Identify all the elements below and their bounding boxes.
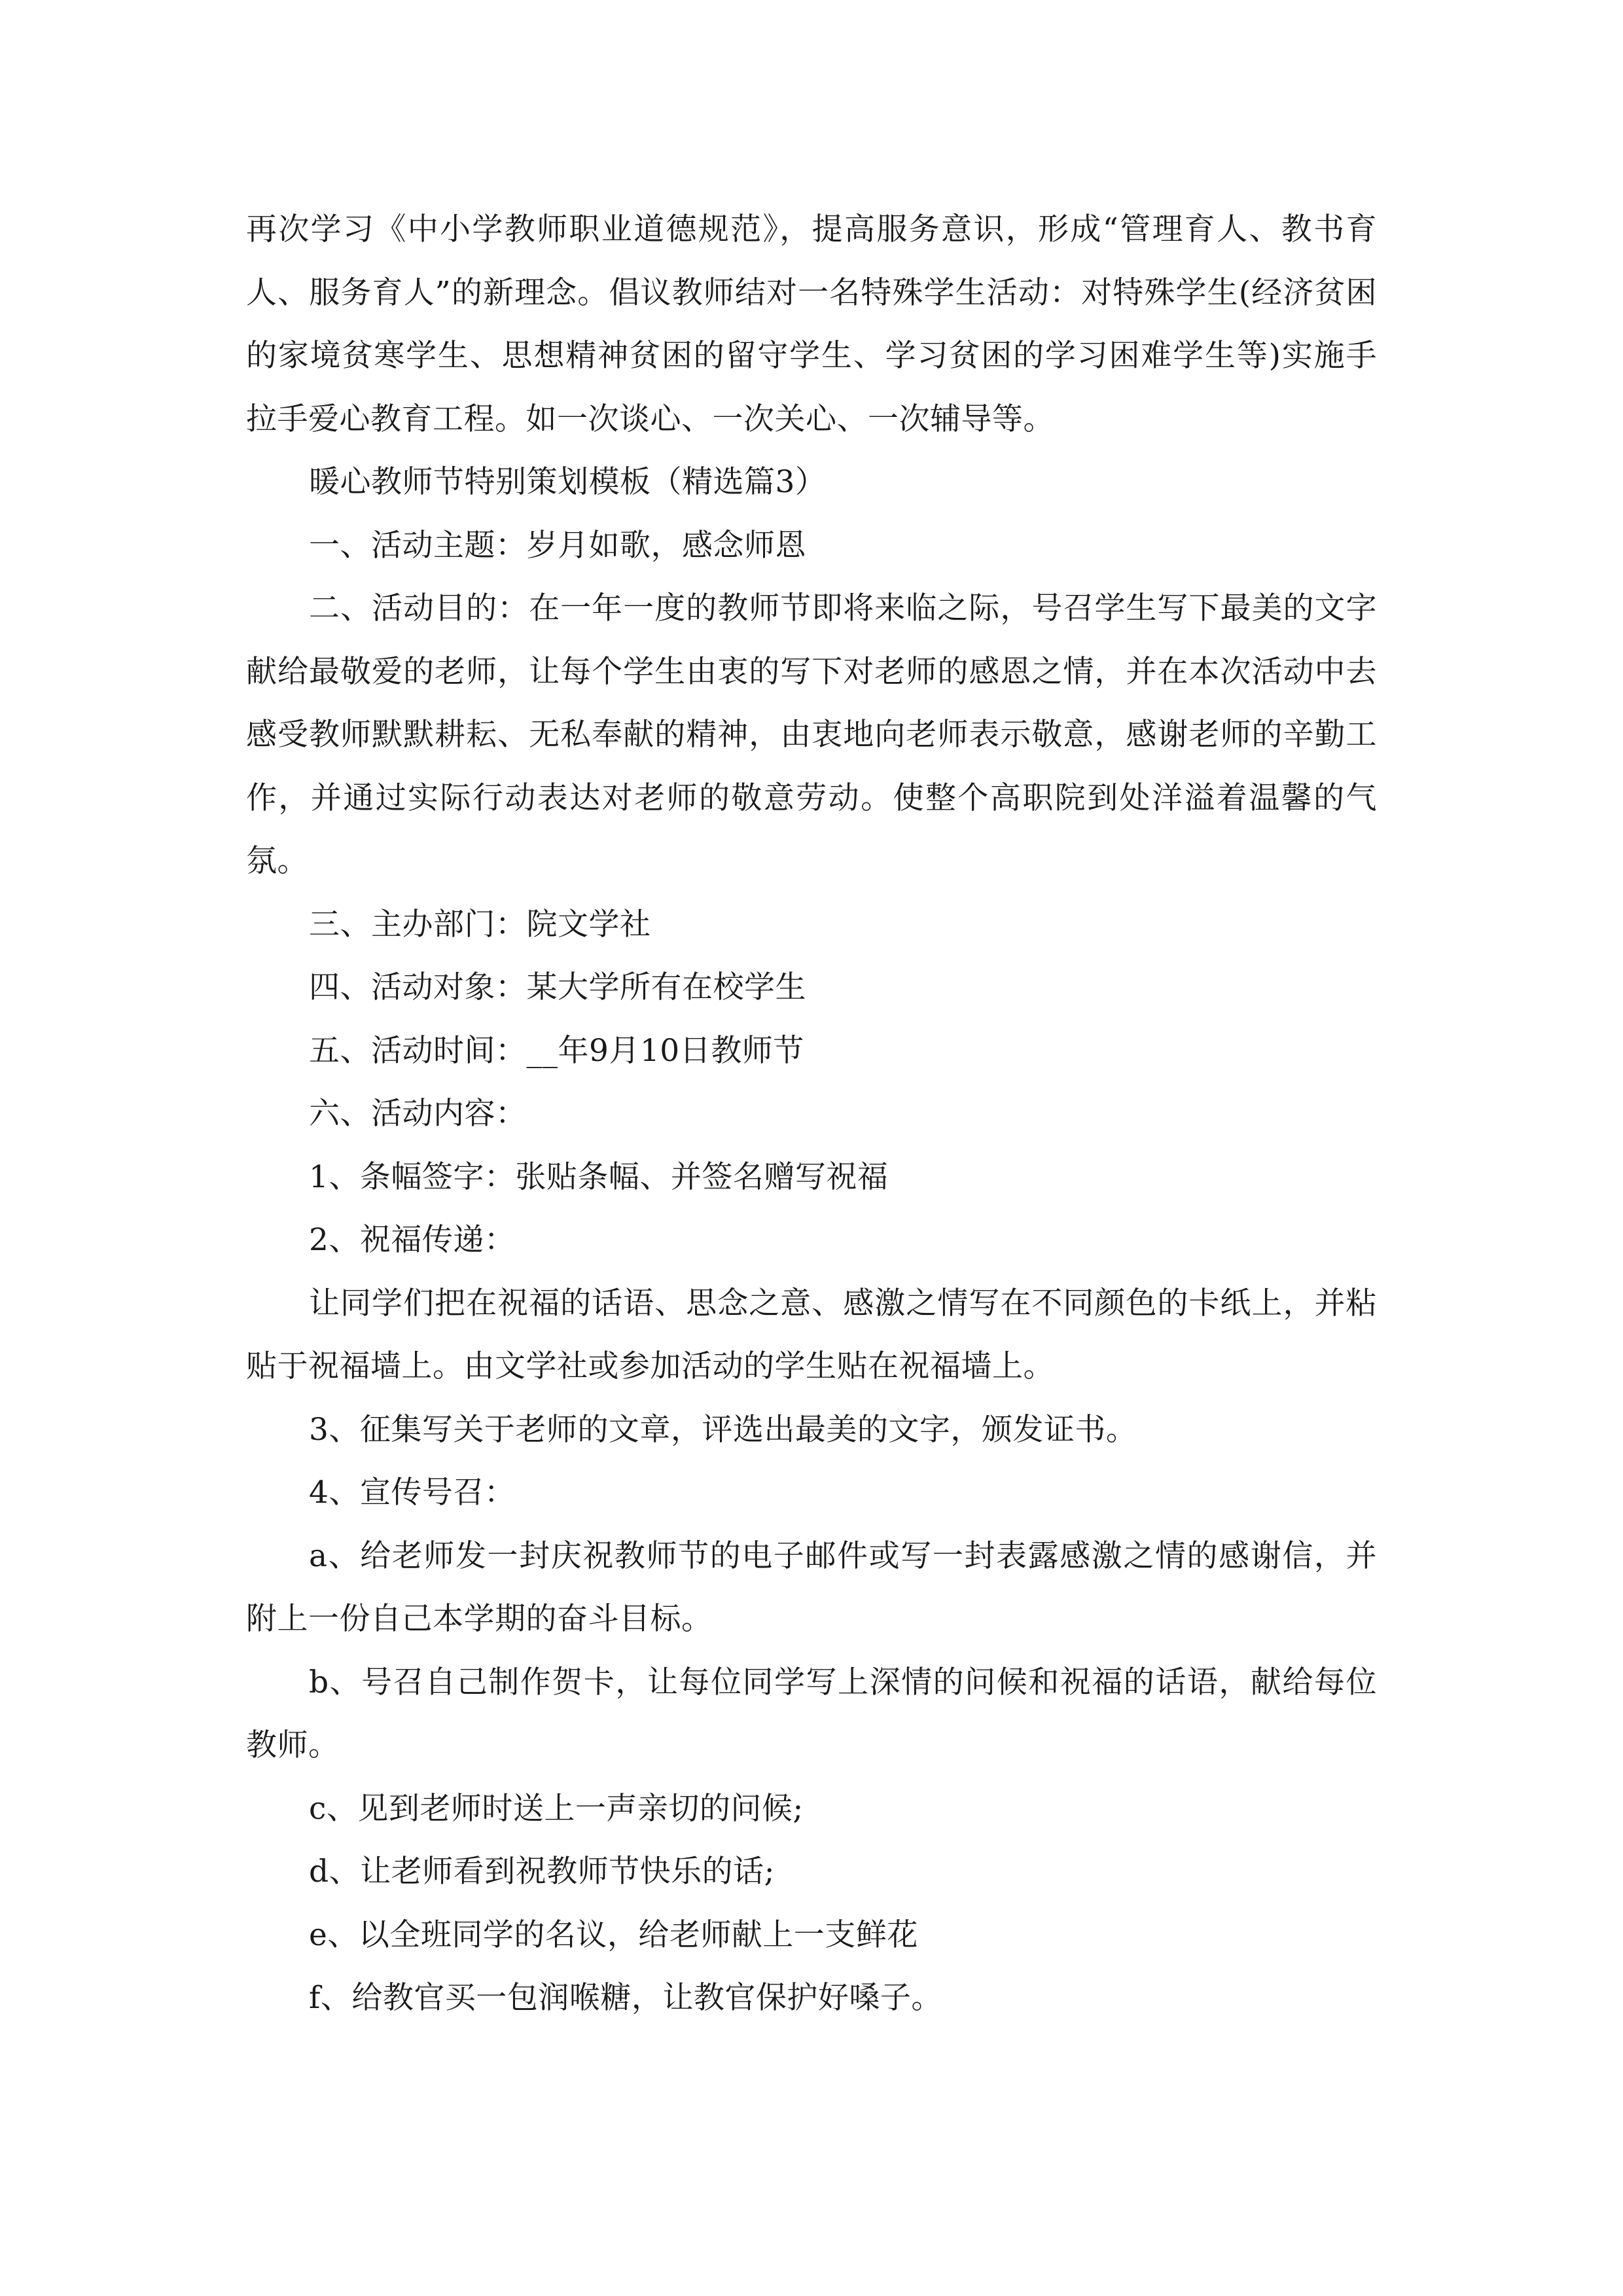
- sub-item: b、号召自己制作贺卡，让每位同学写上深情的问候和祝福的话语，献给每位教师。: [246, 1664, 1377, 1763]
- sub-item: c、见到老师时送上一声亲切的问候;: [309, 1790, 804, 1827]
- sub-item: a、给老师发一封庆祝教师节的电子邮件或写一封表露感激之情的感谢信，并附上一份自己本学期的奋斗目标。: [246, 1537, 1377, 1637]
- paragraph-theme: 一、活动主题：岁月如歌，感念师恩: [309, 527, 806, 564]
- list-item: 4、宣传号召：: [309, 1475, 516, 1511]
- list-item: 3、征集写关于老师的文章，评选出最美的文字，颁发证书。: [309, 1411, 1137, 1448]
- document-body: [246, 198, 1377, 2030]
- paragraph-content-heading: 六、活动内容：: [309, 1096, 527, 1132]
- sub-item: f、给教官买一包润喉糖，让教官保护好嗓子。: [309, 1980, 942, 2016]
- paragraph-time: 五、活动时间：__年9月10日教师节: [309, 1032, 804, 1069]
- paragraph-blessing-wall: 让同学们把在祝福的话语、思念之意、感激之情写在不同颜色的卡纸上，并粘贴于祝福墙上。由文学社或参加活动的学生贴在祝福墙上。: [246, 1285, 1377, 1384]
- paragraph-purpose: 二、活动目的：在一年一度的教师节即将来临之际，号召学生写下最美的文字献给最敬爱的老师，让每个学生由衷的写下对老师的感恩之情，并在本次活动中去感受教师默默耕耘、无私奉献的精神，由衷地向老师表示敬意，感谢老师的辛勤工作，并通过实际行动表达对老师的敬意劳动。使整个高职院到处洋溢着温馨的气氛。: [246, 590, 1377, 879]
- section-title: 暖心教师节特别策划模板（精选篇3）: [309, 464, 827, 500]
- list-item: 1、条幅签字：张贴条幅、并签名赠写祝福: [309, 1158, 889, 1195]
- paragraph-audience: 四、活动对象：某大学所有在校学生: [309, 969, 806, 1005]
- paragraph-organizer: 三、主办部门：院文学社: [309, 906, 651, 942]
- list-item: 2、祝福传递：: [309, 1222, 516, 1258]
- paragraph-continuation: 再次学习《中小学教师职业道德规范》，提高服务意识，形成“管理育人、教书育人、服务育人”的新理念。倡议教师结对一名特殊学生活动：对特殊学生(经济贫困的家境贫寒学生、思想精神贫困的留守学生、学习贫困的学习困难学生等)实施手拉手爱心教育工程。如一次谈心、一次关心、一次辅导等。: [246, 211, 1377, 437]
- sub-item: d、让老师看到祝教师节快乐的话;: [309, 1854, 775, 1890]
- sub-item: e、以全班同学的名议，给老师献上一支鲜花: [309, 1916, 918, 1953]
